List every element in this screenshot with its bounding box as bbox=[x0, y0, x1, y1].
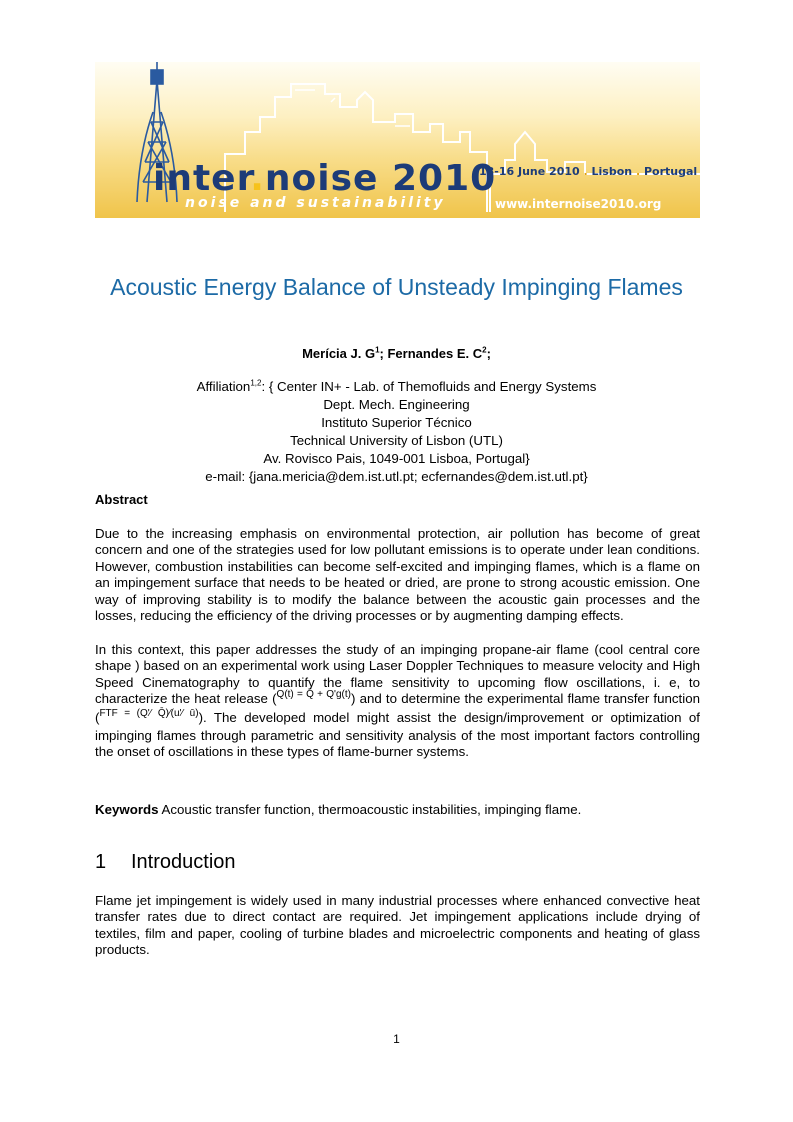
paper-authors: Merícia J. $G^1$; Fernandes E. $C^2$; bbox=[302, 345, 491, 361]
paper-title: Acoustic Energy Balance of Unsteady Impinging Flames bbox=[110, 274, 683, 300]
affiliation-email: e-mail: {jana.mericia@dem.ist.utl.pt; ecfernandes@dem.ist.utl.pt} bbox=[205, 469, 588, 484]
intro-paragraph: Flame jet impingement is widely used in many industrial processes where enhanced convective heat transfer rates due to direct contact are required. Jet impingement applications include drying of textiles, film and paper, cooling of turbine blades and microelectric components and heating of glass products. bbox=[95, 893, 700, 958]
heat-release-formula: Q(t) = Q̄ + Q'g(t) bbox=[276, 689, 351, 701]
abstract-paragraph: In this context, this paper addresses the study of an impinging propane-air flame (cool central core shape ) based on an experimental work using Laser Doppler Techniques to measure velocity and High Speed Cinematography to quantify the flame sensitivity to upcoming flow oscillations, i. e, to characterize the heat release ($^{Q(t) = Q̄ + Q'g(t)}$) and to determine the experimental flame transfer function ($^{FTF = (Q'⁄ Q̄)⁄(u'⁄ ū)}$). The developed model might assist the design/improvement or optimization of impinging flames through parametric and sensitivity analysis of the most important factors controlling the onset of oscillations in these types of flame-burner systems. bbox=[95, 642, 701, 760]
conference-banner bbox=[95, 62, 700, 218]
affiliation-line: Affiliation$^{1,2}$: { Center IN+ - Lab. of Themofluids and Energy Systems bbox=[196, 378, 597, 394]
affiliation-line: Av. Rovisco Pais, 1049-001 Lisboa, Portugal} bbox=[263, 451, 530, 466]
keywords: Keywords Acoustic transfer function, thermoacoustic instabilities, impinging flame. bbox=[95, 802, 582, 817]
flame-transfer-function-formula: FTF = (Q'⁄ Q̄)⁄(u'⁄ ū) bbox=[99, 707, 199, 719]
page-number: 1 bbox=[393, 1032, 400, 1046]
abstract-heading: Abstract bbox=[95, 492, 148, 507]
banner-date: 13-16 June 2010 . Lisbon . Portugal bbox=[479, 165, 698, 178]
banner-url: www.internoise2010.org bbox=[495, 197, 662, 211]
affiliation-line: Dept. Mech. Engineering bbox=[323, 397, 470, 412]
affiliation-block bbox=[0, 378, 793, 486]
abstract-paragraph: Due to the increasing emphasis on environmental protection, air pollution has become of great concern and one of the strategies used for low pollutant emissions is to operate under lean conditions. However, combustion instabilities can become self-excited and impinging flames, which is a flame on an impingement surface that needs to be heated or dried, are prone to strong acoustic emission. One way of improving stability is to modify the balance between the acoustic gain processes and the losses, reducing the efficiency of the driving processes or by augmenting damping effects. bbox=[95, 526, 700, 624]
banner-subtitle: noise and sustainability bbox=[185, 195, 446, 211]
section-heading: 1 Introduction bbox=[95, 851, 236, 873]
banner-title: inter.noise 2010 bbox=[153, 158, 497, 199]
affiliation-line: Instituto Superior Técnico bbox=[321, 415, 472, 430]
affiliation-line: Technical University of Lisbon (UTL) bbox=[290, 433, 503, 448]
